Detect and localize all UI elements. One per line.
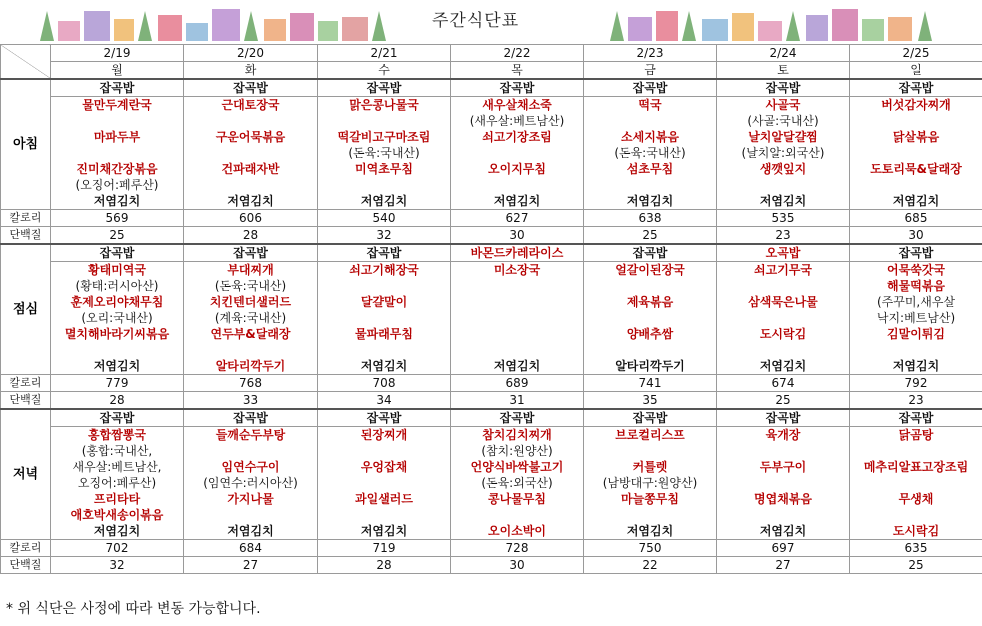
menu-item xyxy=(184,507,318,523)
menu-item: 잡곡밥 xyxy=(318,79,451,97)
calorie-value: 697 xyxy=(717,540,850,557)
calorie-value: 708 xyxy=(318,375,451,392)
menu-row xyxy=(1,161,982,177)
menu-item: 건파래자반 xyxy=(184,161,318,177)
menu-item: (오리:국내산) xyxy=(51,310,184,326)
menu-item: (오징어:페루산) xyxy=(51,177,184,193)
menu-item: (임연수:러시아산) xyxy=(184,475,318,491)
menu-item: 저염김치 xyxy=(51,523,184,540)
menu-item: 제육볶음 xyxy=(584,294,717,310)
menu-item: 메추리알표고장조림 xyxy=(850,459,982,475)
menu-row xyxy=(1,113,982,129)
weekday-cell: 일 xyxy=(850,62,982,80)
menu-item: 쇠고기해장국 xyxy=(318,262,451,279)
menu-item xyxy=(850,342,982,358)
menu-item: 저염김치 xyxy=(717,193,850,210)
menu-item xyxy=(51,113,184,129)
menu-item xyxy=(318,475,451,491)
menu-item: (돈육:외국산) xyxy=(451,475,584,491)
menu-item: 닭살볶음 xyxy=(850,129,982,145)
protein-label: 단백질 xyxy=(1,227,51,245)
calorie-label: 칼로리 xyxy=(1,540,51,557)
menu-item: 삼색묵은나물 xyxy=(717,294,850,310)
menu-item xyxy=(51,145,184,161)
menu-item: 연두부&달래장 xyxy=(184,326,318,342)
menu-item xyxy=(584,310,717,326)
protein-row xyxy=(1,557,982,574)
menu-item: 치킨텐더샐러드 xyxy=(184,294,318,310)
menu-item: 잡곡밥 xyxy=(451,79,584,97)
menu-item: 잡곡밥 xyxy=(318,244,451,262)
village-illustration-left xyxy=(38,0,398,44)
protein-value: 25 xyxy=(717,392,850,410)
menu-item: 잡곡밥 xyxy=(850,79,982,97)
menu-item: 저염김치 xyxy=(318,523,451,540)
menu-item: 커틀렛 xyxy=(584,459,717,475)
menu-item: 저염김치 xyxy=(850,193,982,210)
menu-item: 떡갈비고구마조림 xyxy=(318,129,451,145)
protein-value: 30 xyxy=(451,557,584,574)
menu-item: 두부구이 xyxy=(717,459,850,475)
menu-item: 사골국 xyxy=(717,97,850,114)
corner-cell xyxy=(1,45,51,80)
menu-item: 잡곡밥 xyxy=(184,79,318,97)
menu-item xyxy=(717,475,850,491)
menu-item: 애호박새송이볶음 xyxy=(51,507,184,523)
menu-item: 양배추쌈 xyxy=(584,326,717,342)
menu-item xyxy=(584,342,717,358)
menu-item: 저염김치 xyxy=(584,193,717,210)
protein-value: 32 xyxy=(51,557,184,574)
menu-item: 잡곡밥 xyxy=(184,409,318,427)
menu-item: 물만두계란국 xyxy=(51,97,184,114)
menu-row xyxy=(1,177,982,193)
menu-item: 소세지볶음 xyxy=(584,129,717,145)
menu-item: 저염김치 xyxy=(451,193,584,210)
menu-item: 잡곡밥 xyxy=(717,79,850,97)
calorie-value: 768 xyxy=(184,375,318,392)
date-cell: 2/25 xyxy=(850,45,982,62)
menu-item: 저염김치 xyxy=(717,523,850,540)
menu-item: 마늘쫑무침 xyxy=(584,491,717,507)
calorie-value: 638 xyxy=(584,210,717,227)
calorie-value: 719 xyxy=(318,540,451,557)
menu-item: 닭곰탕 xyxy=(850,427,982,444)
menu-row xyxy=(1,145,982,161)
calorie-row xyxy=(1,540,982,557)
menu-item: 근대토장국 xyxy=(184,97,318,114)
menu-item xyxy=(850,507,982,523)
calorie-value: 540 xyxy=(318,210,451,227)
menu-item: 잡곡밥 xyxy=(850,244,982,262)
menu-row xyxy=(1,244,982,262)
weekday-cell: 화 xyxy=(184,62,318,80)
menu-row xyxy=(1,342,982,358)
menu-row xyxy=(1,491,982,507)
menu-item: (사골:국내산) xyxy=(717,113,850,129)
date-cell: 2/19 xyxy=(51,45,184,62)
menu-item: 새우살채소죽 xyxy=(451,97,584,114)
village-illustration-right xyxy=(608,0,948,44)
menu-row xyxy=(1,129,982,145)
menu-item: 새우살:베트남산, xyxy=(51,459,184,475)
calorie-value: 535 xyxy=(717,210,850,227)
menu-item: (돈육:국내산) xyxy=(584,145,717,161)
menu-item: 미역초무침 xyxy=(318,161,451,177)
menu-item xyxy=(850,113,982,129)
calorie-value: 741 xyxy=(584,375,717,392)
menu-item: (새우살:베트남산) xyxy=(451,113,584,129)
menu-item: 잡곡밥 xyxy=(584,244,717,262)
menu-item: 어묵쑥갓국 xyxy=(850,262,982,279)
date-cell: 2/20 xyxy=(184,45,318,62)
menu-row xyxy=(1,507,982,523)
menu-item: 프리타타 xyxy=(51,491,184,507)
protein-value: 31 xyxy=(451,392,584,410)
menu-row xyxy=(1,459,982,475)
menu-item: 저염김치 xyxy=(318,193,451,210)
protein-value: 25 xyxy=(584,227,717,245)
protein-value: 23 xyxy=(717,227,850,245)
menu-item: 가지나물 xyxy=(184,491,318,507)
menu-item xyxy=(451,310,584,326)
menu-item: 부대찌개 xyxy=(184,262,318,279)
menu-item: 낙지:베트남산) xyxy=(850,310,982,326)
menu-item: 홍합짬뽕국 xyxy=(51,427,184,444)
page-title: 주간식단표 xyxy=(432,11,520,31)
menu-item xyxy=(184,145,318,161)
weekday-row xyxy=(1,62,982,80)
protein-value: 28 xyxy=(184,227,318,245)
menu-item xyxy=(584,113,717,129)
protein-value: 22 xyxy=(584,557,717,574)
menu-item: 잡곡밥 xyxy=(584,79,717,97)
menu-item: (날치알:외국산) xyxy=(717,145,850,161)
calorie-value: 685 xyxy=(850,210,982,227)
menu-row xyxy=(1,294,982,310)
menu-item xyxy=(184,177,318,193)
calorie-value: 779 xyxy=(51,375,184,392)
calorie-value: 702 xyxy=(51,540,184,557)
menu-item xyxy=(584,443,717,459)
menu-item: 무생채 xyxy=(850,491,982,507)
protein-value: 28 xyxy=(51,392,184,410)
menu-item: 맑은콩나물국 xyxy=(318,97,451,114)
menu-item: 훈제오리야채무침 xyxy=(51,294,184,310)
footnote: * 위 식단은 사정에 따라 변동 가능합니다. xyxy=(6,601,261,617)
menu-item: 참치김치찌개 xyxy=(451,427,584,444)
menu-item xyxy=(717,278,850,294)
calorie-value: 635 xyxy=(850,540,982,557)
menu-item: 물파래무침 xyxy=(318,326,451,342)
menu-item: (홍합:국내산, xyxy=(51,443,184,459)
menu-item: 명엽채볶음 xyxy=(717,491,850,507)
menu-item: 오이소박이 xyxy=(451,523,584,540)
menu-item xyxy=(184,342,318,358)
menu-item: 들깨순두부탕 xyxy=(184,427,318,444)
menu-item xyxy=(850,475,982,491)
menu-item: 바몬드카레라이스 xyxy=(451,244,584,262)
menu-item: 섬초무침 xyxy=(584,161,717,177)
menu-item: 오곡밥 xyxy=(717,244,850,262)
menu-row xyxy=(1,97,982,114)
menu-item: 구운어묵볶음 xyxy=(184,129,318,145)
menu-item xyxy=(318,342,451,358)
menu-item: 잡곡밥 xyxy=(51,244,184,262)
calorie-value: 684 xyxy=(184,540,318,557)
protein-value: 30 xyxy=(451,227,584,245)
date-row xyxy=(1,45,982,62)
menu-item: 잡곡밥 xyxy=(850,409,982,427)
menu-item xyxy=(717,342,850,358)
menu-item: 잡곡밥 xyxy=(318,409,451,427)
menu-row xyxy=(1,358,982,375)
menu-item: 미소장국 xyxy=(451,262,584,279)
menu-row xyxy=(1,278,982,294)
menu-item xyxy=(318,310,451,326)
menu-item xyxy=(51,342,184,358)
menu-item: 진미채간장볶음 xyxy=(51,161,184,177)
menu-item: 저염김치 xyxy=(451,358,584,375)
menu-item xyxy=(318,278,451,294)
menu-item: 저염김치 xyxy=(51,193,184,210)
menu-item: 생깻잎지 xyxy=(717,161,850,177)
menu-item xyxy=(717,507,850,523)
menu-item: 브로컬리스프 xyxy=(584,427,717,444)
menu-item: (참치:원양산) xyxy=(451,443,584,459)
protein-label: 단백질 xyxy=(1,392,51,410)
menu-row xyxy=(1,475,982,491)
meal-label: 아침 xyxy=(1,79,51,210)
menu-item: 쇠고기무국 xyxy=(717,262,850,279)
weekday-cell: 수 xyxy=(318,62,451,80)
calorie-value: 627 xyxy=(451,210,584,227)
menu-row xyxy=(1,409,982,427)
protein-value: 33 xyxy=(184,392,318,410)
meal-label: 저녁 xyxy=(1,409,51,540)
protein-value: 34 xyxy=(318,392,451,410)
menu-item: 도토리묵&달래장 xyxy=(850,161,982,177)
menu-item: 잡곡밥 xyxy=(184,244,318,262)
menu-item: 잡곡밥 xyxy=(51,409,184,427)
calorie-value: 750 xyxy=(584,540,717,557)
menu-item xyxy=(451,342,584,358)
date-cell: 2/24 xyxy=(717,45,850,62)
menu-item: 알타리깍두기 xyxy=(184,358,318,375)
menu-item: 잡곡밥 xyxy=(51,79,184,97)
menu-item: 저염김치 xyxy=(318,358,451,375)
menu-item xyxy=(717,443,850,459)
menu-item: 저염김치 xyxy=(51,358,184,375)
calorie-value: 689 xyxy=(451,375,584,392)
menu-item: 버섯감자찌개 xyxy=(850,97,982,114)
protein-value: 28 xyxy=(318,557,451,574)
menu-item: 황태미역국 xyxy=(51,262,184,279)
protein-value: 25 xyxy=(51,227,184,245)
menu-item: 알타리깍두기 xyxy=(584,358,717,375)
menu-item: 저염김치 xyxy=(184,523,318,540)
menu-item: 잡곡밥 xyxy=(451,409,584,427)
menu-item: (남방대구:원양산) xyxy=(584,475,717,491)
menu-item: 임연수구이 xyxy=(184,459,318,475)
menu-row xyxy=(1,193,982,210)
header-banner xyxy=(0,0,982,44)
menu-row xyxy=(1,523,982,540)
menu-item xyxy=(184,443,318,459)
calorie-label: 칼로리 xyxy=(1,375,51,392)
protein-row xyxy=(1,392,982,410)
menu-row xyxy=(1,310,982,326)
weekday-cell: 금 xyxy=(584,62,717,80)
menu-item: 오이지무침 xyxy=(451,161,584,177)
menu-item: 도시락김 xyxy=(850,523,982,540)
menu-item: (돈육:국내산) xyxy=(318,145,451,161)
menu-item: 김말이튀김 xyxy=(850,326,982,342)
menu-item xyxy=(184,113,318,129)
menu-row xyxy=(1,262,982,279)
menu-item: 된장찌개 xyxy=(318,427,451,444)
menu-item xyxy=(717,177,850,193)
date-cell: 2/22 xyxy=(451,45,584,62)
menu-item xyxy=(451,326,584,342)
weekday-cell: 목 xyxy=(451,62,584,80)
menu-item xyxy=(318,177,451,193)
menu-item: 날치알달걀찜 xyxy=(717,129,850,145)
menu-item xyxy=(451,507,584,523)
protein-value: 27 xyxy=(184,557,318,574)
menu-table-body xyxy=(1,45,982,574)
menu-item: 콩나물무침 xyxy=(451,491,584,507)
menu-row xyxy=(1,79,982,97)
menu-item: 해물떡볶음 xyxy=(850,278,982,294)
protein-value: 23 xyxy=(850,392,982,410)
menu-row xyxy=(1,427,982,444)
calorie-value: 569 xyxy=(51,210,184,227)
menu-item xyxy=(318,113,451,129)
menu-item xyxy=(451,278,584,294)
meal-label: 점심 xyxy=(1,244,51,375)
menu-item: 저염김치 xyxy=(584,523,717,540)
menu-item xyxy=(850,177,982,193)
menu-item xyxy=(584,177,717,193)
calorie-row xyxy=(1,210,982,227)
menu-item: 멸치해바라기씨볶음 xyxy=(51,326,184,342)
calorie-value: 728 xyxy=(451,540,584,557)
calorie-value: 674 xyxy=(717,375,850,392)
protein-value: 25 xyxy=(850,557,982,574)
menu-item xyxy=(318,443,451,459)
menu-item: 저염김치 xyxy=(717,358,850,375)
menu-item: 잡곡밥 xyxy=(717,409,850,427)
menu-item: (돈육:국내산) xyxy=(184,278,318,294)
protein-value: 32 xyxy=(318,227,451,245)
menu-item: 저염김치 xyxy=(184,193,318,210)
menu-item: 떡국 xyxy=(584,97,717,114)
protein-value: 30 xyxy=(850,227,982,245)
menu-item: (주꾸미,새우살 xyxy=(850,294,982,310)
calorie-value: 606 xyxy=(184,210,318,227)
menu-item xyxy=(318,507,451,523)
menu-item: 언양식바싹불고기 xyxy=(451,459,584,475)
menu-row xyxy=(1,326,982,342)
menu-item xyxy=(584,278,717,294)
menu-item: 얼갈이된장국 xyxy=(584,262,717,279)
protein-label: 단백질 xyxy=(1,557,51,574)
menu-item: 오징어:페루산) xyxy=(51,475,184,491)
menu-item: 육개장 xyxy=(717,427,850,444)
weekly-menu-table xyxy=(0,44,982,574)
menu-item: 달걀말이 xyxy=(318,294,451,310)
menu-item xyxy=(717,310,850,326)
menu-item: 도시락김 xyxy=(717,326,850,342)
weekday-cell: 월 xyxy=(51,62,184,80)
protein-value: 27 xyxy=(717,557,850,574)
menu-item: 잡곡밥 xyxy=(584,409,717,427)
protein-value: 35 xyxy=(584,392,717,410)
menu-item: 우엉잡채 xyxy=(318,459,451,475)
menu-item: 쇠고기장조림 xyxy=(451,129,584,145)
menu-item xyxy=(850,443,982,459)
menu-item xyxy=(451,177,584,193)
menu-item: (계육:국내산) xyxy=(184,310,318,326)
calorie-label: 칼로리 xyxy=(1,210,51,227)
date-cell: 2/23 xyxy=(584,45,717,62)
menu-item xyxy=(451,294,584,310)
menu-item: 과일샐러드 xyxy=(318,491,451,507)
menu-item: (황태:러시아산) xyxy=(51,278,184,294)
menu-item: 저염김치 xyxy=(850,358,982,375)
protein-row xyxy=(1,227,982,245)
calorie-value: 792 xyxy=(850,375,982,392)
menu-item xyxy=(451,145,584,161)
calorie-row xyxy=(1,375,982,392)
weekday-cell: 토 xyxy=(717,62,850,80)
menu-row xyxy=(1,443,982,459)
menu-item xyxy=(850,145,982,161)
menu-item xyxy=(584,507,717,523)
menu-item: 마파두부 xyxy=(51,129,184,145)
date-cell: 2/21 xyxy=(318,45,451,62)
